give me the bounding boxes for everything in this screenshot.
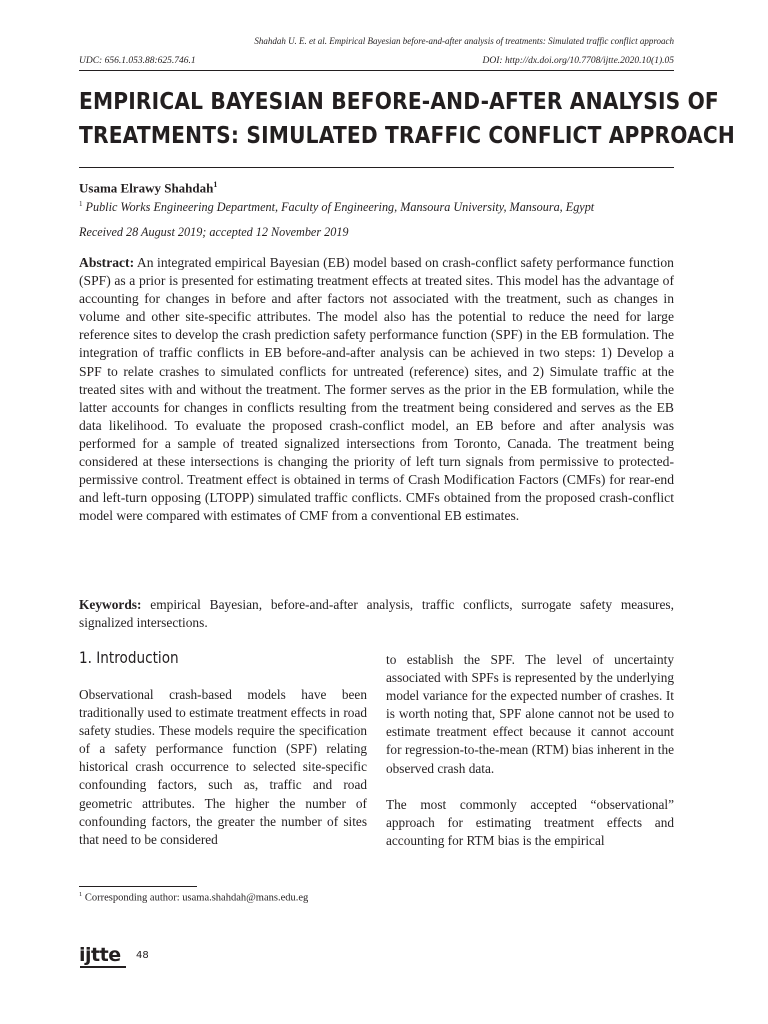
keywords [79, 596, 674, 632]
author-name [79, 180, 217, 196]
header-divider [79, 70, 674, 71]
section-heading-introduction: 1. Introduction [79, 648, 179, 667]
right-column [386, 651, 674, 850]
abstract [79, 254, 674, 525]
doi-link[interactable]: DOI: http://dx.doi.org/10.7708/ijtte.2020.10(1).05 [482, 56, 674, 66]
intro-paragraph-2: to establish the SPF. The level of uncertainty associated with SPFs is represented by the underlying model variance for the expected number of crashes. It is worth noting that, SPF alone cannot not be used to estimate treatment effect because it cannot account for regression-to-the-mean (RTM) bias inherent in the observed crash data. [386, 652, 674, 776]
intro-paragraph-3: The most commonly accepted “observational” approach for estimating treatment effects and accounting for RTM bias is the empirical [386, 796, 674, 848]
logo-underline [80, 966, 126, 968]
title-divider [79, 167, 674, 168]
author-sup: 1 [213, 180, 218, 189]
received-dates: Received 28 August 2019; accepted 12 November 2019 [79, 225, 349, 239]
abstract-text: An integrated empirical Bayesian (EB) model based on crash-conflict safety performance function (SPF) as a prior is presented for estimating treatment effects at treated sites. This model has the advantage of accounting for changes in before and after factors not associated with the treatment, such as changes in volume and other site-specific attributes. The model also has the potential to reduce the need for large reference sites to develop the crash prediction safety performance function (SPF) in the EB formulation. The integration of traffic conflicts in EB before-and-after analysis can be achieved in two steps: 1) Develop a SPF to relate crashes to simulated conflicts for untreated (reference) sites, and 2) Simulate traffic at the treated sites with and without the treatment. The former serves as the prior in the EB formulation, while the latter accounts for changes in conflicts resulting from the treatment being considered and serves as the EB data likelihood. To evaluate the proposed crash-conflict model, an EB before and after analysis was performed for a sample of treated signalized intersections from Toronto, Canada. The treatment being considered at these intersections is changing the priority of left turn signals from permissive to protected-permissive control. Treatment effect is obtained in terms of Crash Modification Factors (CMFs) for rear-end and left-turn opposing (LTOPP) simulated traffic conflicts. CMFs obtained from the proposed crash-conflict model were compared with estimates of CMF from a conventional EB estimates. [79, 255, 674, 524]
footnote-divider [79, 886, 197, 887]
affiliation-sup: 1 [79, 200, 83, 208]
footnote-sup: 1 [79, 891, 83, 898]
intro-paragraph-1: Observational crash-based models have been traditionally used to estimate treatment effects in road safety studies. These models require the specification of a safety performance function (SPF) relating historical crash occurrence to selected site-specific confounding factors, such as, traffic and road geometric attributes. The higher the number of confounding factors, the greater the number of sites that need to be considered [79, 687, 367, 847]
journal-logo: ijtte [79, 944, 121, 966]
footnote-text: Corresponding author: usama.shahdah@mans.edu.eg [84, 892, 309, 904]
left-column [79, 686, 367, 849]
keywords-text: empirical Bayesian, before-and-after analysis, traffic conflicts, surrogate safety measures, signalized intersections. [79, 597, 674, 630]
meta-row [79, 56, 674, 66]
title-line-2: TREATMENTS: SIMULATED TRAFFIC CONFLICT APPROACH [79, 121, 735, 149]
title-line-1: EMPIRICAL BAYESIAN BEFORE-AND-AFTER ANALYSIS OF [79, 87, 719, 115]
abstract-label: Abstract: [79, 255, 135, 270]
udc-code: UDC: 656.1.053.88:625.746.1 [79, 56, 196, 66]
keywords-label: Keywords: [79, 597, 142, 612]
author-text: Usama Elrawy Shahdah [79, 180, 214, 196]
affiliation-text: Public Works Engineering Department, Faculty of Engineering, Mansoura University, Mansoura, Egypt [85, 200, 595, 215]
page-number: 48 [136, 950, 149, 961]
article-title [79, 84, 735, 152]
running-header: Shahdah U. E. et al. Empirical Bayesian before-and-after analysis of treatments: Simulated traffic conflict approach [254, 36, 674, 46]
footnote [79, 891, 308, 904]
affiliation [79, 200, 594, 215]
